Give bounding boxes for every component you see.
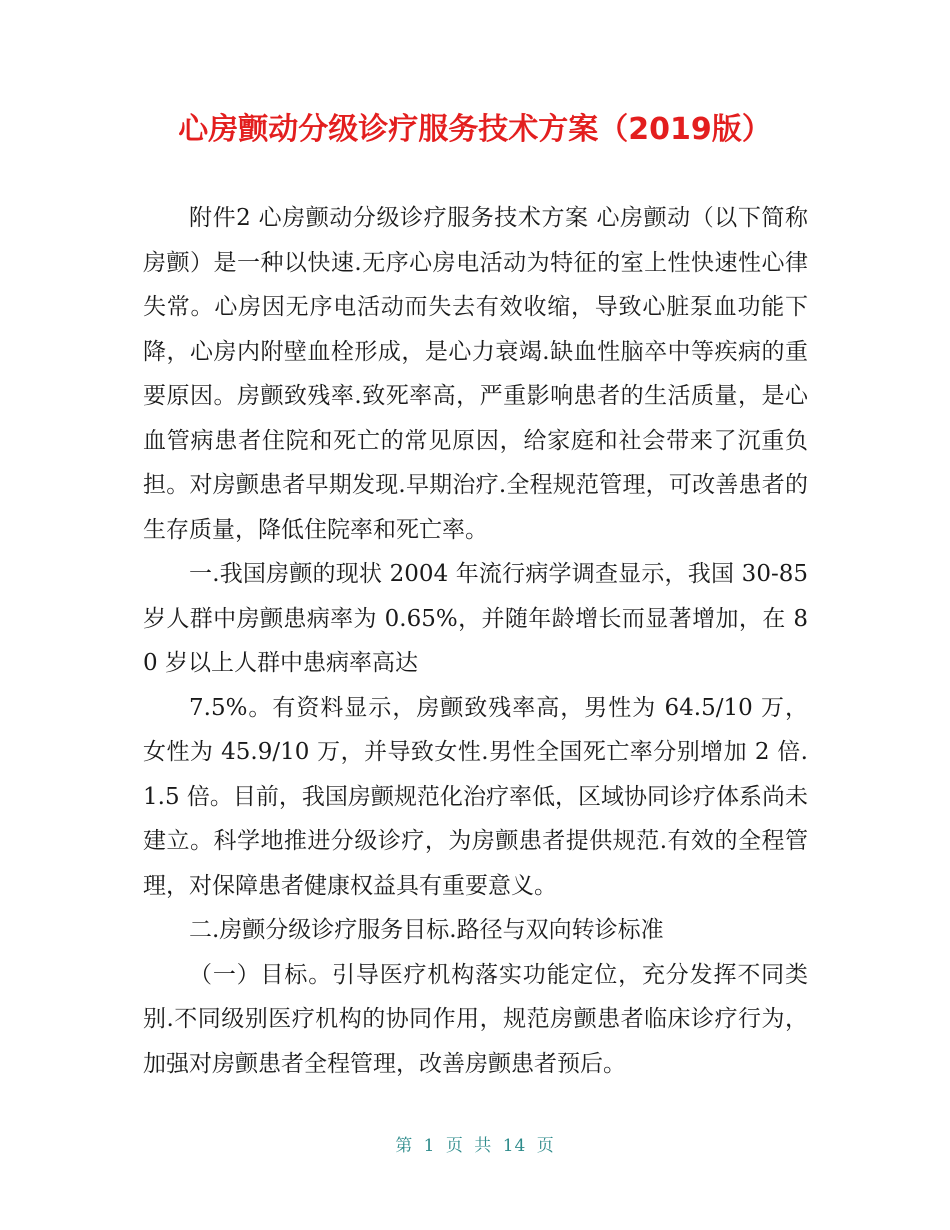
paragraph-statistics: 7.5%。有资料显示，房颤致残率高，男性为 64.5/10 万，女性为 45.9/10 万，并导致女性.男性全国死亡率分别增加 2 倍.1.5 倍。目前，我国房颤规范化治疗率低，区域协同诊疗体系尚未建立。科学地推进分级诊疗，为房颤患者提供规范.有效的全程管理，对保障患者健康权益具有重要意义。 <box>143 694 808 899</box>
page-title: 心房颤动分级诊疗服务技术方案（2019版） <box>178 112 772 148</box>
page-footer: 第 1 页 共 14 页 <box>395 1136 555 1156</box>
section-heading: 二.房颤分级诊疗服务目标.路径与双向转诊标准 <box>189 917 664 943</box>
document-body <box>143 196 808 1086</box>
paragraph-goal: （一）目标。引导医疗机构落实功能定位，充分发挥不同类别.不同级别医疗机构的协同作用，规范房颤患者临床诊疗行为，加强对房颤患者全程管理，改善房颤患者预后。 <box>143 961 808 1077</box>
paragraph-intro: 附件2 心房颤动分级诊疗服务技术方案 心房颤动（以下简称房颤）是一种以快速.无序心房电活动为特征的室上性快速性心律失常。心房因无序电活动而失去有效收缩，导致心脏泵血功能下降，心房内附壁血栓形成，是心力衰竭.缺血性脑卒中等疾病的重要原因。房颤致残率.致死率高，严重影响患者的生活质量，是心血管病患者住院和死亡的常见原因，给家庭和社会带来了沉重负担。对房颤患者早期发现.早期治疗.全程规范管理，可改善患者的生存质量，降低住院率和死亡率。 <box>143 205 808 543</box>
paragraph-status: 一.我国房颤的现状 2004 年流行病学调查显示，我国 30-85 岁人群中房颤患病率为 0.65%，并随年龄增长而显著增加，在 80 岁以上人群中患病率高达 <box>143 561 808 676</box>
